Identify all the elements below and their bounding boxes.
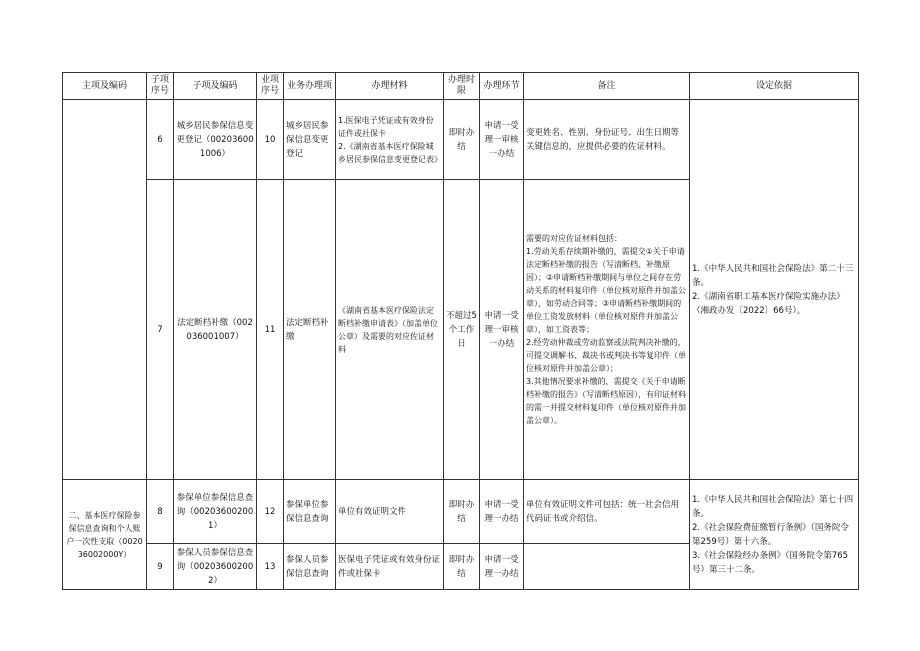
materials-cell: 单位有效证明文件 bbox=[336, 480, 444, 544]
remarks-cell: 单位有效证明文件可包括：统一社会信用代码证书或介绍信。 bbox=[524, 480, 690, 544]
header-sub-item: 子项及编码 bbox=[174, 73, 257, 100]
basis-cell: 1.《中华人民共和国社会保险法》第七十四条。 2.《社会保险费征缴暂行条例》（国务院令第259号）第十六条。 3.《社会保险经办条例》（国务院令第765号）第三十二条。 bbox=[690, 480, 859, 590]
service-items-table bbox=[62, 72, 859, 590]
table-row bbox=[63, 100, 859, 180]
remarks-cell: 需要的对应佐证材料包括： 1.劳动关系存续期补缴的，需提交①关于申请法定断档补缴的报告（写清断档、补缴原因）；②申请断档补缴期间与单位之间存在劳动关系的材料复印件（单位核对原件并加盖公章），如劳动合同等；③申请断档补缴期间的单位工资发放材料（单位核对原件并加盖公章），如工资表等； 2.经劳动仲裁或劳动监察或法院判决补缴的，可提交调解书、裁决书或判决书等复印件（单位核对原件并加盖公章）； 3.其他情况要求补缴的，需提交《关于申请断档补缴的报告》（写清断档原因），有印证材料的需一并提交材料复印件（单位核对原件并加盖公章）。 bbox=[524, 180, 690, 480]
sub-no-cell: 6 bbox=[147, 100, 174, 180]
sub-item-cell: 法定断档补缴（002036001007） bbox=[174, 180, 257, 480]
header-time-limit: 办理时限 bbox=[444, 73, 480, 100]
biz-no-cell: 11 bbox=[257, 180, 284, 480]
header-basis: 设定依据 bbox=[690, 73, 859, 100]
sub-no-cell: 9 bbox=[147, 544, 174, 590]
time-limit-cell: 即时办结 bbox=[444, 100, 480, 180]
header-steps: 办理环节 bbox=[480, 73, 524, 100]
biz-no-cell: 10 bbox=[257, 100, 284, 180]
steps-cell: 申请一受理一审核一办结 bbox=[480, 100, 524, 180]
main-item-cell: 二、基本医疗保险参保信息查询和个人账户一次性支取（002036002000Y） bbox=[63, 480, 147, 590]
steps-cell: 申请一受理一审核一办结 bbox=[480, 180, 524, 480]
remarks-cell bbox=[524, 544, 690, 590]
header-materials: 办理材料 bbox=[336, 73, 444, 100]
remarks-cell: 变更姓名、性别、身份证号、出生日期等关键信息的，应提供必要的佐证材料。 bbox=[524, 100, 690, 180]
sub-no-cell: 7 bbox=[147, 180, 174, 480]
biz-item-cell: 参保单位参保信息查询 bbox=[284, 480, 336, 544]
materials-cell: 医保电子凭证或有效身份证件或社保卡 bbox=[336, 544, 444, 590]
sub-item-cell: 参保单位参保信息查询（002036002001） bbox=[174, 480, 257, 544]
header-main-item: 主项及编码 bbox=[63, 73, 147, 100]
biz-item-cell: 参保人员参保信息查询 bbox=[284, 544, 336, 590]
time-limit-cell: 不超过5个工作日 bbox=[444, 180, 480, 480]
biz-item-cell: 城乡居民参保信息变更登记 bbox=[284, 100, 336, 180]
basis-cell: 1.《中华人民共和国社会保险法》第二十三条。 2.《湖南省职工基本医疗保险实施办法》（湘政办发〔2022〕66号）。 bbox=[690, 100, 859, 480]
header-remarks: 备注 bbox=[524, 73, 690, 100]
sub-no-cell: 8 bbox=[147, 480, 174, 544]
steps-cell: 申请一受理一办结 bbox=[480, 544, 524, 590]
header-row bbox=[63, 73, 859, 100]
header-sub-no: 子项序号 bbox=[147, 73, 174, 100]
sub-item-cell: 城乡居民参保信息变更登记（002036001006） bbox=[174, 100, 257, 180]
time-limit-cell: 即时办结 bbox=[444, 480, 480, 544]
materials-cell: 《湖南省基本医疗保险法定断档补缴申请表》（加盖单位公章）及需要的对应佐证材料 bbox=[336, 180, 444, 480]
time-limit-cell: 即时办结 bbox=[444, 544, 480, 590]
header-biz-item: 业务办理项 bbox=[284, 73, 336, 100]
biz-no-cell: 12 bbox=[257, 480, 284, 544]
main-item-cell bbox=[63, 100, 147, 480]
header-biz-no: 业项序号 bbox=[257, 73, 284, 100]
steps-cell: 申请一受理一办结 bbox=[480, 480, 524, 544]
table-row bbox=[63, 480, 859, 544]
biz-no-cell: 13 bbox=[257, 544, 284, 590]
materials-cell: 1.医保电子凭证或有效身份证件或社保卡 2.《湖南省基本医疗保险城乡居民参保信息变更登记表》 bbox=[336, 100, 444, 180]
sub-item-cell: 参保人员参保信息查询（002036002002） bbox=[174, 544, 257, 590]
biz-item-cell: 法定断档补缴 bbox=[284, 180, 336, 480]
